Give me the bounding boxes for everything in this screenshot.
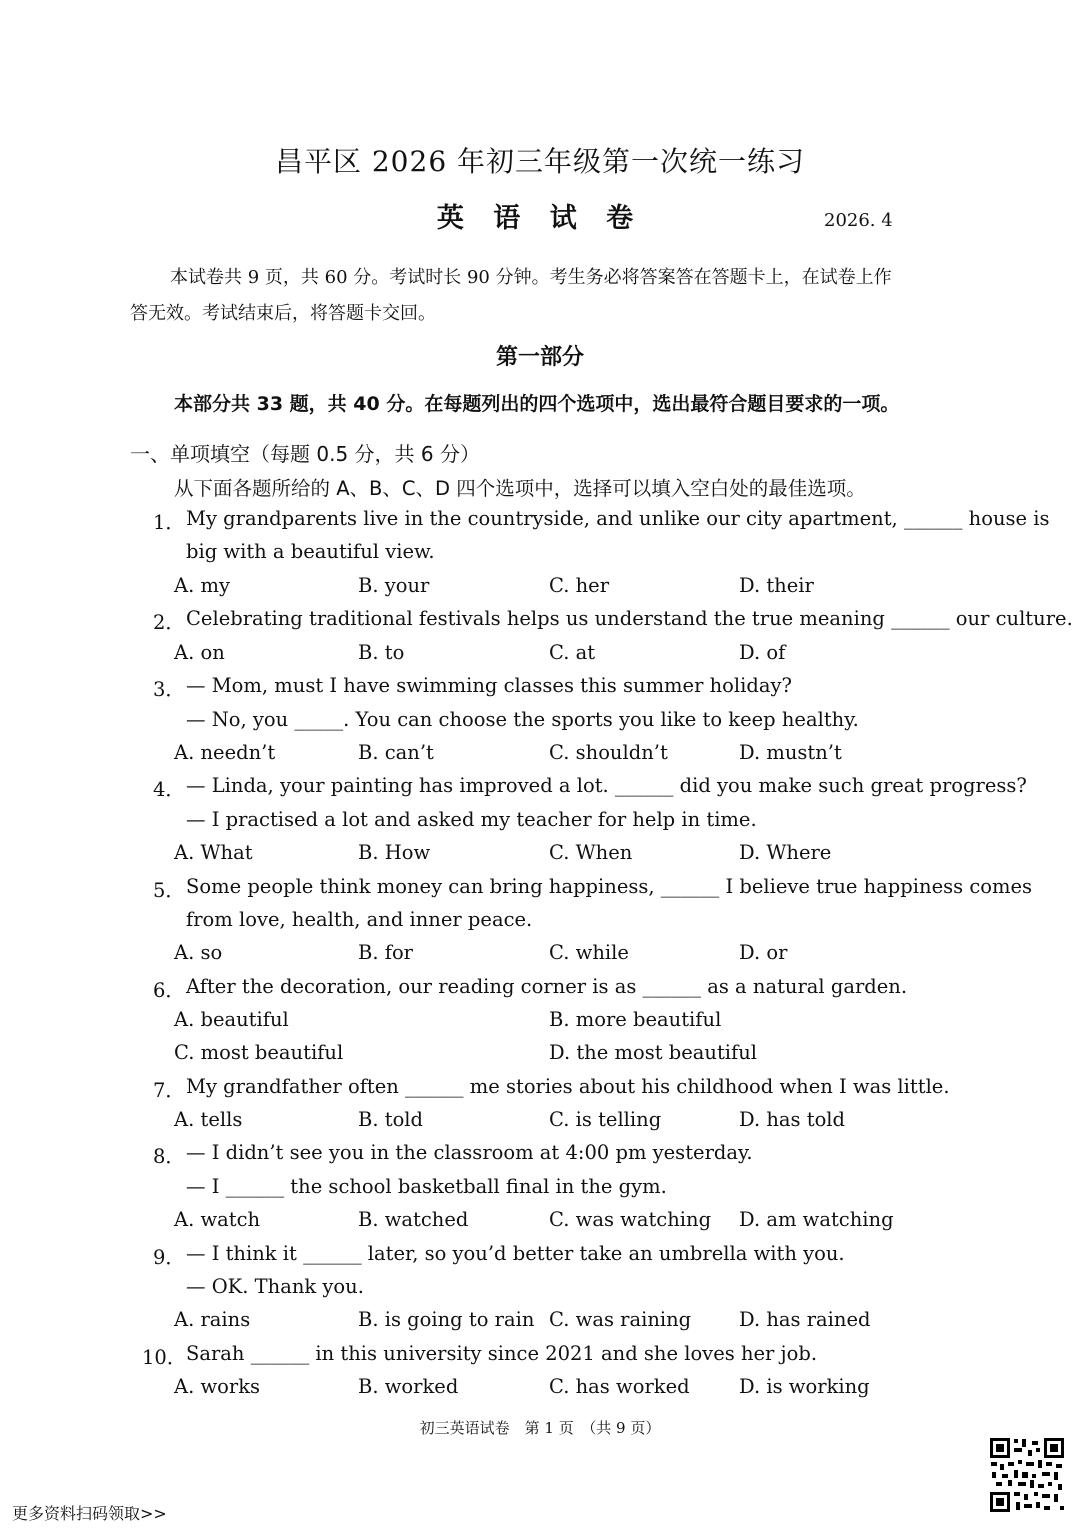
option-d: D. has told [739,1108,846,1131]
exam-title: 昌平区 2026 年初三年级第一次统一练习 [274,145,806,178]
question-line: big with a beautiful view. [186,540,435,563]
option-d: D. mustn’t [739,741,842,764]
question-line: — I ______ the school basketball final in the gym. [186,1175,667,1198]
option-a: A. tells [174,1108,243,1131]
question-line: Celebrating traditional festivals helps us understand the true meaning ______ our culture. [186,607,1073,630]
question-number: 4． [153,778,185,801]
option-b: B. to [358,641,405,664]
option-a: A. What [174,841,253,864]
exam-date: 2026. 4 [824,210,893,231]
option-c: C. shouldn’t [549,741,668,764]
section-instruction: 从下面各题所给的 A、B、C、D 四个选项中，选择可以填入空白处的最佳选项。 [174,477,866,500]
question-number: 7． [153,1079,185,1102]
question-number: 9． [153,1246,185,1269]
question-line: Sarah ______ in this university since 2021 and she loves her job. [186,1342,818,1365]
option-b: B. for [358,941,414,964]
option-b: B. told [358,1108,424,1131]
option-d: D. of [739,641,786,664]
question-number: 8． [153,1145,185,1168]
question-line: from love, health, and inner peace. [186,908,533,931]
part-description: 本部分共 33 题，共 40 分。在每题列出的四个选项中，选出最符合题目要求的一项。 [174,393,900,415]
question-line: — OK. Thank you. [186,1275,364,1298]
qr-code-icon[interactable] [988,1436,1066,1514]
option-a: A. my [174,574,230,597]
question-line: — No, you _____. You can choose the sports you like to keep healthy. [186,708,859,731]
option-a: A. watch [174,1208,261,1231]
option-b: B. can’t [358,741,434,764]
option-d: D. their [739,574,814,597]
question-line: My grandparents live in the countryside, and unlike our city apartment, ______ house is [186,507,1050,530]
option-c: C. has worked [549,1375,690,1398]
question-number: 10． [142,1346,187,1369]
question-line: — Mom, must I have swimming classes this summer holiday? [186,674,792,697]
option-c: C. was watching [549,1208,712,1231]
page-footer: 初三英语试卷 第 1 页 （共 9 页） [419,1419,661,1437]
option-d: D. or [739,941,788,964]
question-line: My grandfather often ______ me stories about his childhood when I was little. [186,1075,950,1098]
option-a: A. needn’t [174,741,276,764]
option-a: A. works [174,1375,261,1398]
question-line: Some people think money can bring happiness, ______ I believe true happiness comes [186,875,1033,898]
question-line: — I think it ______ later, so you’d better take an umbrella with you. [186,1242,845,1265]
option-a: A. rains [174,1308,251,1331]
option-d: D. is working [739,1375,870,1398]
intro-line-2: 答无效。考试结束后，将答题卡交回。 [130,303,436,324]
option-d: D. am watching [739,1208,894,1231]
option-c: C. was raining [549,1308,692,1331]
question-number: 1． [153,511,185,534]
option-b: B. watched [358,1208,469,1231]
option-b: B. worked [358,1375,459,1398]
option-a: A. on [174,641,225,664]
option-b: B. How [358,841,431,864]
option-b: B. more beautiful [549,1008,722,1031]
option-d: D. Where [739,841,832,864]
option-c: C. When [549,841,633,864]
option-b: B. your [358,574,430,597]
question-line: — I didn’t see you in the classroom at 4:00 pm yesterday. [186,1141,753,1164]
more-resources-link[interactable]: 更多资料扫码领取>> [12,1504,167,1523]
section-heading: 一、单项填空（每题 0.5 分，共 6 分） [130,442,480,466]
option-c: C. while [549,941,629,964]
exam-subtitle: 英 语 试 卷 [436,203,644,234]
question-line: — I practised a lot and asked my teacher for help in time. [186,808,757,831]
option-a: A. so [174,941,223,964]
option-c: C. most beautiful [174,1041,344,1064]
question-line: — Linda, your painting has improved a lot. ______ did you make such great progress? [186,774,1027,797]
question-number: 2． [153,611,185,634]
option-a: A. beautiful [174,1008,289,1031]
option-b: B. is going to rain [358,1308,535,1331]
question-number: 6． [153,979,185,1002]
option-d: D. the most beautiful [549,1041,758,1064]
question-number: 3． [153,678,185,701]
part-title: 第一部分 [495,345,584,370]
question-line: After the decoration, our reading corner is as ______ as a natural garden. [186,975,908,998]
option-d: D. has rained [739,1308,871,1331]
option-c: C. is telling [549,1108,662,1131]
option-c: C. at [549,641,596,664]
question-number: 5． [153,879,185,902]
intro-line-1: 本试卷共 9 页，共 60 分。考试时长 90 分钟。考生务必将答案答在答题卡上，在试卷上作 [170,267,892,288]
option-c: C. her [549,574,610,597]
